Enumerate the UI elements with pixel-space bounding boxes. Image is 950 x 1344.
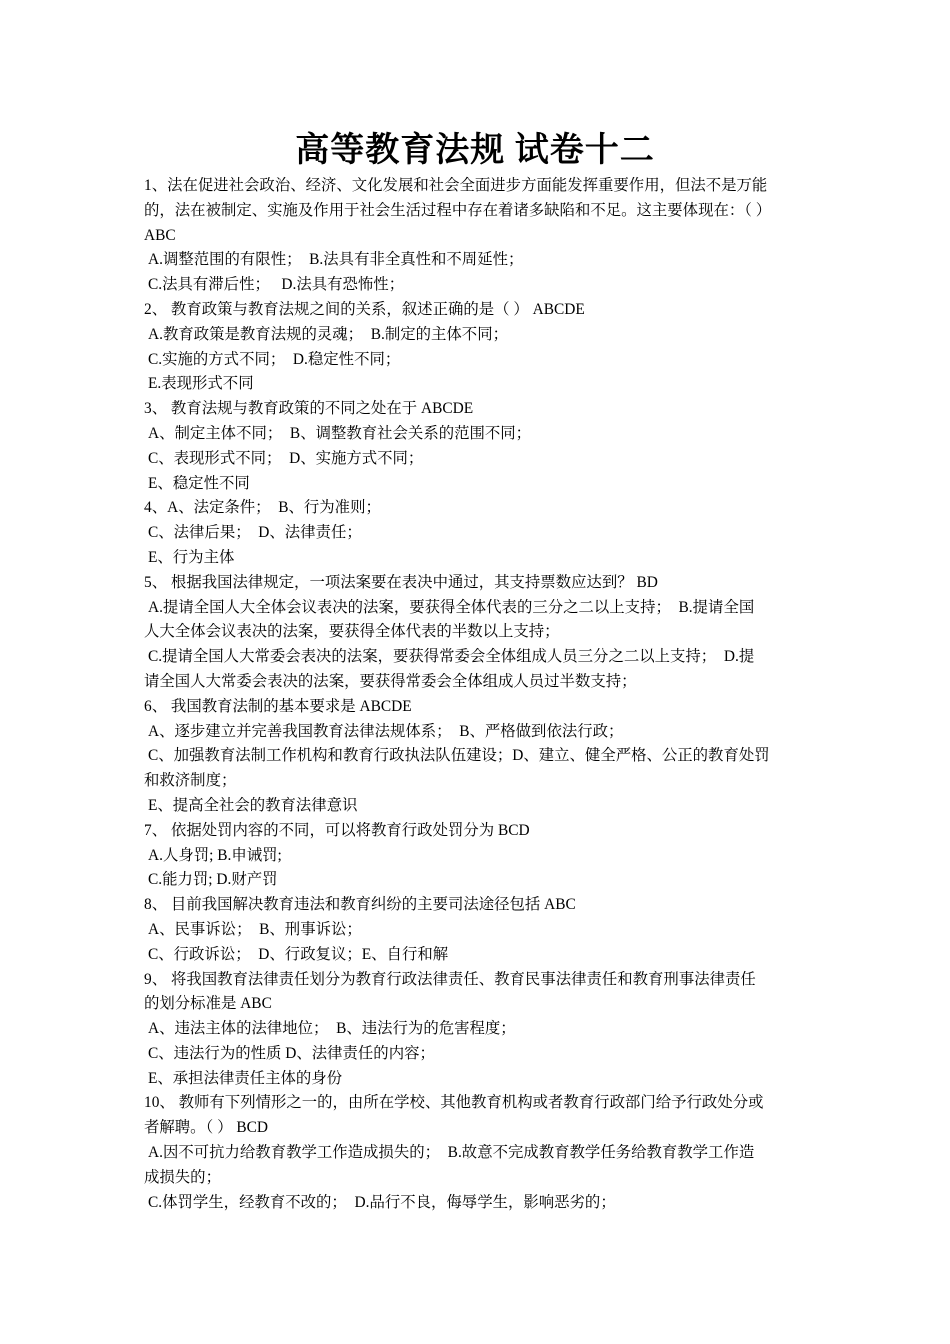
option-line: A、民事诉讼； B、刑事诉讼； — [148, 920, 362, 938]
question-line: 3、 教育法规与教育政策的不同之处在于 ABCDE — [144, 400, 474, 418]
page-title: 高等教育法规 试卷十二 — [295, 132, 655, 169]
option-line: A、违法主体的法律地位； B、违法行为的危害程度； — [148, 1020, 516, 1038]
text-line: 成损失的； — [144, 1168, 221, 1186]
option-line: C.能力罚; D.财产罚 — [148, 871, 278, 889]
option-line: E、提高全社会的教育法律意识 — [148, 796, 358, 814]
question-line: 6、 我国教育法制的基本要求是 ABCDE — [144, 697, 412, 715]
option-line: A、逐步建立并完善我国教育法律法规体系； B、严格做到依法行政； — [148, 722, 624, 740]
text-line: 的，法在被制定、实施及作用于社会生活过程中存在着诸多缺陷和不足。这主要体现在：（ ） — [144, 201, 772, 219]
question-line: 7、 依据处罚内容的不同，可以将教育行政处罚分为 BCD — [144, 821, 530, 839]
text-line: 者解聘。（ ） BCD — [144, 1119, 268, 1137]
option-line: A.教育政策是教育法规的灵魂； B.制定的主体不同； — [148, 325, 508, 343]
option-line: A、制定主体不同； B、调整教育社会关系的范围不同； — [148, 424, 532, 442]
option-line: C、加强教育法制工作机构和教育行政执法队伍建设；D、建立、健全严格、公正的教育处罚 — [148, 747, 770, 765]
question-line: 10、 教师有下列情形之一的，由所在学校、其他教育机构或者教育行政部门给予行政处分或 — [144, 1094, 764, 1112]
option-line: C、行政诉讼； D、行政复议；E、自行和解 — [148, 945, 449, 963]
text-line: ABC — [144, 226, 176, 244]
question-line: 9、 将我国教育法律责任划分为教育行政法律责任、教育民事法律责任和教育刑事法律责任 — [144, 970, 756, 988]
text-line: 请全国人大常委会表决的法案，要获得常委会全体组成人员过半数支持； — [144, 672, 637, 690]
option-line: C.体罚学生，经教育不改的； D.品行不良，侮辱学生，影响恶劣的； — [148, 1193, 616, 1211]
option-line: C、违法行为的性质 D、法律责任的内容； — [148, 1044, 435, 1062]
question-line: 8、 目前我国解决教育违法和教育纠纷的主要司法途径包括 ABC — [144, 896, 576, 914]
option-line: A.人身罚; B.申诫罚; — [148, 846, 282, 864]
option-line: E.表现形式不同 — [148, 375, 254, 393]
option-line: C.法具有滞后性； D.法具有恐怖性； — [148, 276, 405, 294]
question-line: 4、A、法定条件； B、行为准则； — [144, 499, 381, 517]
text-line: 1、法在促进社会政治、经济、文化发展和社会全面进步方面能发挥重要作用，但法不是万能 — [144, 177, 768, 194]
text-line: 人大全体会议表决的法案，要获得全体代表的半数以上支持； — [144, 623, 560, 641]
document-body — [144, 174, 808, 1215]
question-line: 5、 根据我国法律规定，一项法案要在表决中通过，其支持票数应达到？ BD — [144, 573, 658, 591]
option-line: E、稳定性不同 — [148, 474, 250, 492]
option-line: C、表现形式不同； D、实施方式不同； — [148, 449, 424, 467]
text-line: 的划分标准是 ABC — [144, 995, 272, 1013]
option-line: E、行为主体 — [148, 548, 235, 566]
option-line: A.因不可抗力给教育教学工作造成损失的； B.故意不完成教育教学任务给教育教学工作造 — [148, 1144, 755, 1162]
option-line: C.提请全国人大常委会表决的法案，要获得常委会全体组成人员三分之二以上支持； D.提 — [148, 648, 755, 666]
option-line: A.提请全国人大全体会议表决的法案，要获得全体代表的三分之二以上支持； B.提请全国 — [148, 598, 755, 616]
text-line: 和救济制度； — [144, 772, 237, 790]
option-line: C、法律后果； D、法律责任； — [148, 524, 362, 542]
question-line: 2、 教育政策与教育法规之间的关系，叙述正确的是（ ） ABCDE — [144, 300, 585, 318]
option-line: C.实施的方式不同； D.稳定性不同； — [148, 350, 401, 368]
option-line: E、承担法律责任主体的身份 — [148, 1069, 343, 1087]
option-line: A.调整范围的有限性； B.法具有非全真性和不周延性； — [148, 251, 524, 269]
